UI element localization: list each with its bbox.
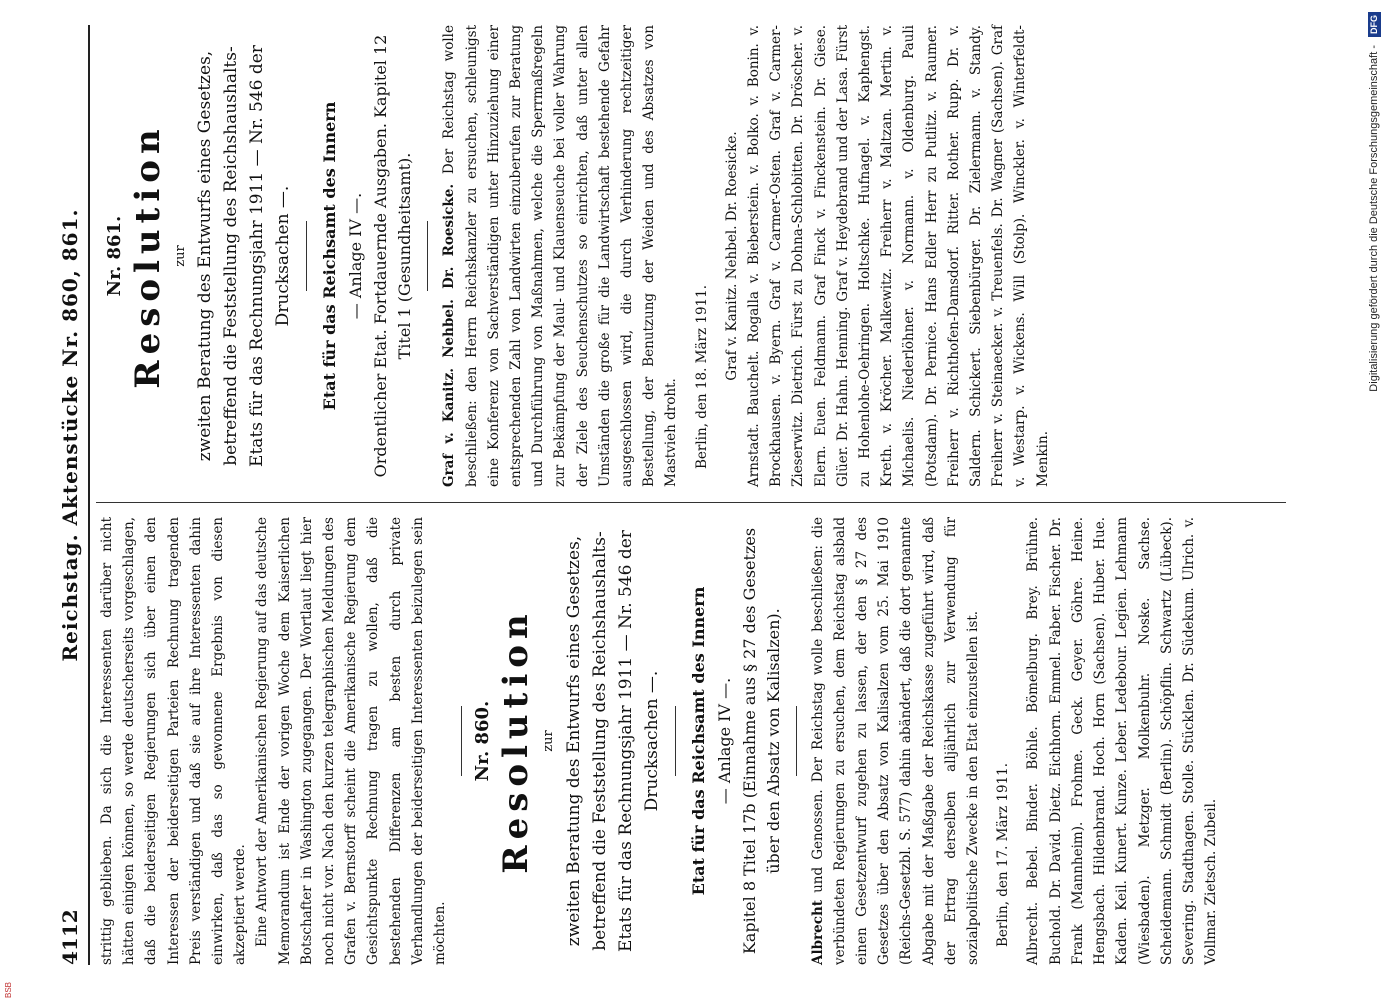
column-rule <box>96 502 1286 503</box>
motion-date: Berlin, den 17. März 1911. <box>995 762 1012 947</box>
resolution-lead: zweiten Beratung des Entwurfs eines Gesetzes, betreffend die Feststellung des Reichshaushalts-Etats für das Rechnungsjahr 1911 — Nr. 546 der Drucksachen —. <box>563 530 662 952</box>
motion-date: Berlin, den 18. März 1911. <box>693 284 710 469</box>
library-mark-text: BSB <box>4 981 13 998</box>
signatories: Arnstadt. Bauchelt. Rogalla v. Bieberstein. v. Bolko. v. Bonin. v. Brockhausen. v. Byern. Graf v. Carmer-Osten. Graf v. Carmer-Zieserwitz. Dietrich. Fürst zu Dohna-Schlobitten. Dr. Dröscher. v. Elern. Euen. Feldmann. Graf Finck v. Finckenstein. Dr. Giese. Glüer. Dr. Hahn. Henning. Graf v. Heydebrand und der Lasa. Fürst zu Hohenlohe-Oehringen. Holtschke. Hufnagel. v. Kaphengst. Kreth. v. Kröcher. Malkewitz. Freiherr v. Maltzan. Mertin. v. Michaelis. Niederlöhner. v. Normann. v. Oldenburg. Pauli (Potsdam). Dr. Pernice. Hans Edler Herr zu Putlitz. v. Raumer. Freiherr v. Richthofen-Damsdorf. Ritter. Rother. Rupp. Dr. v. Saldern. Schickert. Siebenbürger. Dr. Zielermann. v. Standy. Freiherr v. Steinaecker. v. Treuenfels. Dr. Wagner (Sachsen). Graf v. Westarp. v. Wickens. Will (Stolp). Winckler. v. Winterfeldt-Menkin. <box>746 25 1051 487</box>
motion-lead: Graf v. Kanitz. Nehbel. Dr. Roesicke. <box>441 183 458 487</box>
running-head <box>52 25 90 965</box>
etat-heading: Etat für das Reichsamt des Innern <box>320 101 340 411</box>
motion-paragraph <box>807 517 985 965</box>
resolution-lead: zweiten Beratung des Entwurfs eines Gesetzes, betreffend die Feststellung des Reichshaushalts-Etats für das Rechnungsjahr 1911 — Nr. 546 der Drucksachen —. <box>195 45 294 467</box>
funding-note-text: Digitalisierung gefördert durch die Deutsche Forschungsgemeinschaft - <box>1368 45 1380 392</box>
left-column <box>96 517 1222 965</box>
resolution-heading: Resolution <box>128 123 169 389</box>
kapitel-line: Kapitel 8 Titel 17b (Einnahme aus § 27 des Gesetzes über den Absatz von Kalisalzen). <box>739 527 783 955</box>
motion-text: und Genossen. Der Reichstag wolle beschließen: die verbündeten Regierungen zu ersuchen, dem Reichstag alsbald einen Gesetzentwurf zugehen zu lassen, der den § 27 des Gesetzes über den Absatz von Kalisalzen vom 25. Mai 1910 (Reichs-Gesetzbl. S. 577) dahin abändert, daß die dort genannte Abgabe mit der Maßgabe der Reichskasse zugeführt wird, daß der Ertrag derselben alljährlich zur Verwendung für sozialpolitische Zwecke in den Etat einzustellen ist. <box>809 517 982 965</box>
divider <box>461 706 462 776</box>
resolution-zur: zur <box>173 245 189 267</box>
divider <box>427 221 428 291</box>
motion-lead: Albrecht <box>809 899 826 965</box>
divider <box>796 706 797 776</box>
right-column <box>96 25 1054 487</box>
dfg-logo: DFG <box>1368 12 1381 37</box>
divider <box>306 221 307 291</box>
resolution-zur: zur <box>541 730 557 752</box>
anlage-line: — Anlage IV —. <box>714 677 734 805</box>
etat-heading: Etat für das Reichsamt des Innern <box>688 586 708 896</box>
anlage-line: — Anlage IV —. <box>346 192 366 320</box>
page-title: Reichstag. Aktenstücke Nr. 860, 861. <box>58 208 82 662</box>
document-page <box>52 25 1302 965</box>
motion-paragraph <box>438 25 682 487</box>
page-number: 4112 <box>58 909 82 965</box>
intro-paragraph: strittig geblieben. Da sich die Interessenten darüber nicht hätten einigen können, so werde deutscherseits vorgeschlagen, daß die beiderseitigen Regierungen sich über einen den Interessen der beiderseitigen Parteien Rechnung tragenden Preis verständigen und daß sie auf ihre Interessenten dahin einwirken, daß das so gewonnene Ergebnis von diesen akzeptiert werde. <box>99 517 249 965</box>
kapitel-line: Ordentlicher Etat. Fortdauernde Ausgaben. Kapitel 12 Titel 1 (Gesundheitsamt). <box>371 34 415 478</box>
funding-note <box>1366 12 1382 992</box>
signature-line: Graf v. Kanitz. Nehbel. Dr. Roesicke. <box>723 131 740 381</box>
library-mark <box>2 970 16 998</box>
resolution-number: Nr. 861. <box>104 215 125 297</box>
signatories: Albrecht. Bebel. Binder. Böhle. Bömelburg. Brey. Brühne. Buchold. Dr. David. Dietz. Eichhorn. Emmel. Faber. Fischer. Dr. Frank (Mannheim). Frohme. Geck. Geyer. Göhre. Heine. Hengsbach. Hildenbrand. Hoch. Horn (Sachsen). Huber. Hue. Kaden. Keil. Kunert. Kunze. Leber. Ledebour. Legien. Lehmann (Wiesbaden). Metzger. Molkenbuhr. Noske. Sachse. Scheidemann. Schmidt (Berlin). Schöpflin. Schwartz (Lübeck). Severing. Stadthagen. Stolle. Stücklen. Dr. Südekum. Ulrich. v. Vollmar. Zietsch. Zubeil. <box>1025 517 1220 965</box>
resolution-number: Nr. 860. <box>472 700 494 782</box>
intro-paragraph-2: Eine Antwort der Amerikanischen Regierung auf das deutsche Memorandum ist Ende der vorigen Woche dem Kaiserlichen Botschafter in Washington zugegangen. Der Wortlaut liegt hier noch nicht vor. Nach den kurzen telegraphischen Meldungen des Grafen v. Bernstorff scheint die Amerikanische Regierung dem Gesichtspunkte Rechnung tragen zu wollen, daß die bestehenden Differenzen am besten durch private Verhandlungen der beiderseitigen Interessenten beizulegen sein möchten. <box>254 517 449 965</box>
divider <box>675 706 676 776</box>
resolution-heading: Resolution <box>496 608 537 874</box>
motion-text: Der Reichstag wolle beschließen: den Herrn Reichskanzler zu ersuchen, schleunigst eine Konferenz von Sachverständigen unter Hinzuziehung einer entsprechenden Zahl von Landwirten einzuberufen zur Beratung und Durchführung von Maßnahmen, welche die Sperrmaßregeln zur Bekämpfung der Maul- und Klauenseuche bei voller Wahrung der Ziele des Seuchenschutzes so einrichten, daß unter allen Umständen die große für die Landwirtschaft bestehende Gefahr ausgeschlossen wird, die durch Verhinderung rechtzeitiger Bestellung, der Benutzung der Weiden und des Absatzes von Mastvieh droht. <box>441 25 680 487</box>
